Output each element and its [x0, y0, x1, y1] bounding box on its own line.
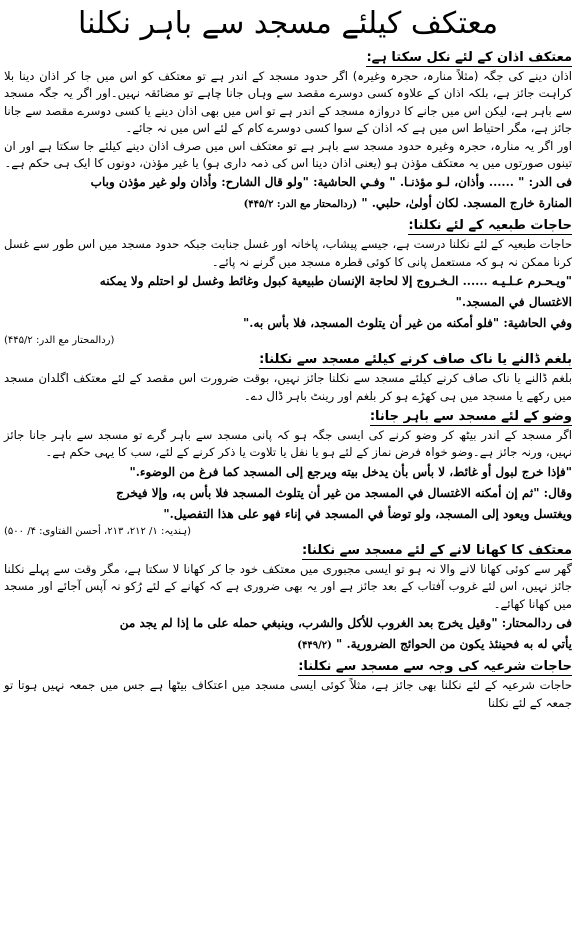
section-heading: بلغم ڈالنے یا ناک صاف کرنے کیلئے مسجد سے نکلنا: — [259, 352, 572, 368]
arabic-quote: يأتي له به فحينئذ يكون من الحوائج الضرورية. " (۴۴۹/۲) — [297, 637, 572, 652]
section-natural-needs — [4, 214, 572, 348]
section-wudu — [4, 405, 572, 539]
page-title: معتکف کیلئے مسجد سے باہر نکلنا — [77, 6, 499, 41]
arabic-quote: "فإذا خرج لبول أو غائط، لا بأس بأن يدخل بيته ويرجع إلى المسجد كما فرغ من الوضوء." — [129, 464, 572, 479]
paragraph: اور اگر یہ منارہ، حجرہ وغیرہ حدود مسجد سے باہر ہے تو معتکف اس میں صرف اذان دینے کیلئے جا سکتا ہے اور ان تینوں صورتوں میں یہ معتکف مؤذن ہو (یعنی اذان دینا اس کی ذمہ داری ہو) یا غیر مؤذن، دونوں کا ایک ہی حکم ہے۔ — [4, 138, 572, 171]
paragraph: اگر مسجد کے اندر بیٹھ کر وضو کرنے کی ایسی جگہ ہو کہ پانی مسجد سے باہر گرے تو مسجد سے باہر جانا جائز نہیں، ورنہ جائز ہے۔وضو خواہ فرض نماز کے لئے ہو یا نفل یا تلاوت یا ذکر کرنے کے لئے، سب کا یہی حکم ہے۔ — [4, 428, 572, 460]
arabic-quote: المنارة خارج المسجد. لكان أولىٰ، حلبي. " (ردالمحتار مع الدر: ۴۴۵/۲) — [243, 196, 572, 211]
section-food — [4, 539, 572, 655]
arabic-quote: "ويـحـرم عـلـيـه ...... الـخـروج إلا لحاجة الإنسان طبيعية كبول وغائط وغسل لو احتلم ولا يمكنه — [99, 274, 572, 289]
section-religious-needs — [4, 655, 572, 712]
arabic-quote: فى الدر: " ...... وأذان، لـو مؤذنـا. " وفـي الحاشية: "ولو قال الشارح: وأذان ولو غير مؤذن وباب — [90, 175, 572, 190]
section-heading: وضو کے لئے مسجد سے باہر جانا: — [369, 409, 572, 425]
reference: (۴۴۹/۲) — [297, 640, 332, 652]
section-heading: معتکف اذان کے لئے نکل سکتا ہے: — [366, 50, 572, 65]
reference: (ردالمحتار مع الدر: ۴۴۵/۲) — [4, 335, 115, 347]
arabic-quote: فى ردالمحتار: "وقيل يخرج بعد الغروب للأكل والشرب، وينبغي حمله على ما إذا لم يجد من — [119, 616, 572, 631]
arabic-quote: ويغتسل ويعود إلى المسجد، ولو توضأ في المسجد في إناء فهو على هذا التفصيل." — [163, 506, 572, 521]
paragraph: اذان دینے کی جگہ (مثلاً منارہ، حجرہ وغیرہ) اگر حدود مسجد کے اندر ہے تو معتکف کو اس میں جا کر اذان دینا بلا کراہت جائز ہے، بلکہ اذان کے علاوہ کسی دوسرے مقصد سے وہاں جانا چاہے تو مضائقہ نہیں۔اور اگر یہ جگہ مسجد سے باہر ہے، لیکن اس میں جانے کا دروازہ مسجد کے اندر ہے تو اس میں بھی اذان دینے یا کسی دوسرے مقصد سے جانا جائز ہے، مگر احتیاط اس میں ہے کہ اذان کے سوا کسی دوسرے کام کے لئے اس میں نہ جائے۔ — [4, 69, 572, 136]
arabic-quote: الاغتسال في المسجد." — [455, 295, 572, 310]
arabic-quote: وفي الحاشية: "فلو أمكنه من غير أن يتلوث المسجد، فلا بأس به." — [243, 316, 572, 331]
section-heading: معتکف کا کھانا لانے کے لئے مسجد سے نکلنا: — [301, 542, 572, 558]
paragraph: حاجات شرعیہ کے لئے نکلنا بھی جائز ہے، مثلاً کوئی ایسی مسجد میں اعتکاف بیٹھا ہے جس میں جمعہ نہیں ہوتا تو جمعہ کے لئے نکلنا — [4, 678, 572, 710]
paragraph: حاجات طبعیہ کے لئے نکلنا درست ہے، جیسے پیشاب، پاخانہ اور غسل جنابت جبکہ حدود مسجد میں اس طور سے غسل کرنا ممکن نہ ہو کہ مستعمل پانی کا کوئی قطرہ مسجد میں گرنے نہ پائے۔ — [4, 237, 572, 269]
arabic-quote: وقال: "ثم إن أمكنه الاغتسال في المسجد من غير أن يتلوث المسجد فلا بأس به، وإلا فيخرج — [116, 485, 572, 500]
section-heading: حاجات شرعیہ کی وجہ سے مسجد سے نکلنا: — [298, 659, 572, 675]
reference: (ہندیہ: ۱/ ۲۱۲، ۲۱۳، أحسن الفتاوى: ۴/ ۵۰۰) — [4, 525, 192, 537]
section-heading: حاجات طبعیہ کے لئے نکلنا: — [408, 218, 572, 234]
paragraph: گھر سے کوئی کھانا لانے والا نہ ہو تو ایسی مجبوری میں معتکف خود جا کر کھانا لا سکتا ہے، مگر وقت سے پہلے نکلنا جائز نہیں، اس لئے غروب آفتاب کے بعد جائز ہے اور یہ بھی ضروری ہے کہ کھانے کے لئے رُکو نہ آپس آجائے اور مسجد میں کھانا کھائے۔ — [4, 561, 572, 611]
reference: (ردالمحتار مع الدر: ۴۴۵/۲) — [243, 199, 358, 211]
paragraph: بلغم ڈالنے یا ناک صاف کرنے کیلئے مسجد سے نکلنا جائز نہیں، بوقت ضرورت اس مقصد کے لئے معتکف اگلدان مسجد میں رکھے یا مسجد میں ہی کھڑے ہو کر بلغم اور رینٹ باہر ڈال دے۔ — [4, 371, 572, 403]
section-azan — [4, 46, 572, 214]
section-phlegm — [4, 348, 572, 405]
